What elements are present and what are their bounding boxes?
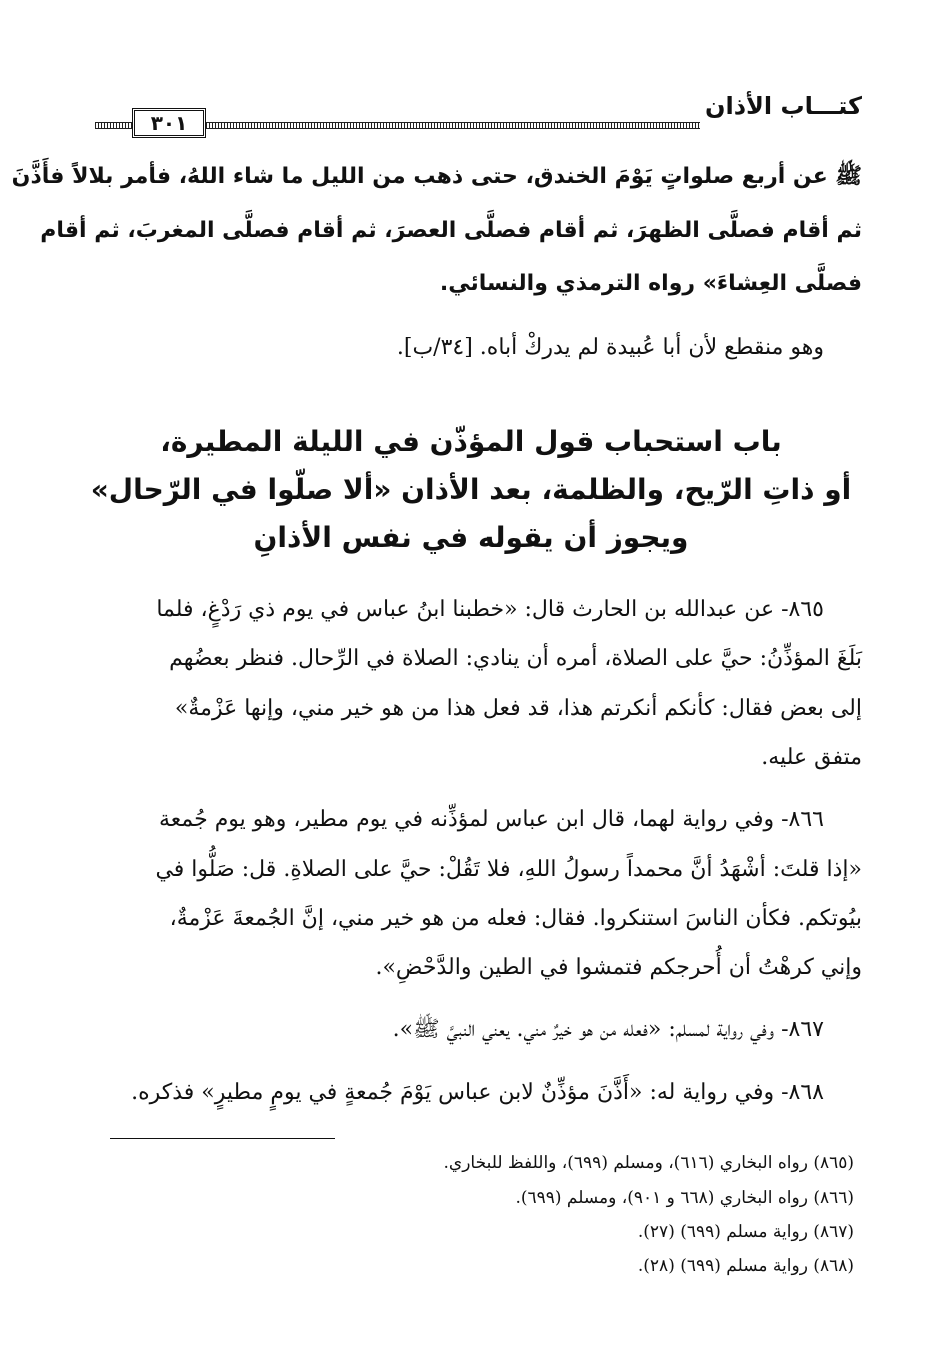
page-number: ٣٠١	[132, 108, 206, 138]
footnote-866: (٨٦٦) رواه البخاري (٦٦٨ و ٩٠١)، ومسلم (٦٩٩).	[515, 1188, 854, 1208]
hadith-865-line-2: بَلَغَ المؤذِّنُ: حيَّ على الصلاة، أمره أن ينادي: الصلاة في الرِّحال. فنظر بعضُهم	[169, 646, 862, 671]
hadith-866-line-4: وإني كرهْتُ أن أُحرجكم فتمشوا في الطين والدَّحْضِ».	[375, 955, 862, 980]
hadith-865-line-3: إلى بعض فقال: كأنكم أنكرتم هذا، قد فعل هذا من هو خير مني، وإنها عَزْمةٌ»	[174, 696, 862, 721]
footnote-867: (٨٦٧) رواية مسلم (٦٩٩) (٢٧).	[637, 1222, 854, 1242]
hadith-865-line-4: متفق عليه.	[761, 745, 862, 770]
hadith-866-line-1: ٨٦٦- وفي رواية لهما، قال ابن عباس لمؤذِّنه في يوم مطير، وهو يوم جُمعة	[158, 807, 824, 832]
chapter-heading-line-2: أو ذاتِ الرّيح، والظلمة، بعد الأذان «ألا صلّوا في الرّحال»	[90, 473, 852, 506]
footnote-separator	[110, 1138, 335, 1139]
chapter-heading-line-3: ويجوز أن يقوله في نفس الأذانِ	[253, 521, 689, 554]
hadith-867: ٨٦٧- وفي رواية لمسلم: «فعله من هو خيرٌ مني. يعني النبيَّ ﷺ».	[392, 1017, 824, 1042]
chapter-heading	[0, 418, 942, 562]
continuation-line-3: فصلَّى العِشاءَ» رواه الترمذي والنسائي.	[439, 271, 862, 296]
chain-remark: وهو منقطع لأن أبا عُبيدة لم يدركْ أباه. [٣٤/ب].	[396, 335, 824, 360]
hadith-866-line-3: بيُوتكم. فكأن الناسَ استنكروا. فقال: فعله من هو خير مني، إنَّ الجُمعةَ عَزْمةٌ،	[169, 906, 862, 931]
chapter-heading-line-1: باب استحباب قول المؤذّن في الليلة المطيرة،	[160, 425, 782, 458]
hadith-868: ٨٦٨- وفي رواية له: «أَذَّنَ مؤذِّنٌ لابن عباس يَوْمَ جُمعةٍ في يومٍ مطيرٍ» فذكره.	[131, 1080, 824, 1105]
continuation-line-2: ثم أقام فصلَّى الظهرَ، ثم أقام فصلَّى العصرَ، ثم أقام فصلَّى المغربَ، ثم أقام	[40, 218, 862, 243]
hadith-865-line-1: ٨٦٥- عن عبدالله بن الحارث قال: «خطبنا ابنُ عباس في يوم ذي رَدْغٍ، فلما	[156, 597, 824, 622]
footnote-868: (٨٦٨) رواية مسلم (٦٩٩) (٢٨).	[637, 1256, 854, 1276]
running-header-title: كتـــاب الأذان	[705, 92, 862, 120]
continuation-line-1: ﷺ عن أربع صلواتٍ يَوْمَ الخندق، حتى ذهب من الليل ما شاء اللهُ، فأمر بلالاً فأَذَّنَ	[11, 164, 862, 189]
hadith-866-line-2: «إذا قلتَ: أشْهَدُ أنَّ محمداً رسولُ اللهِ، فلا تَقُلْ: حيَّ على الصلاةِ. قل: صَلُّوا في	[155, 857, 862, 882]
footnote-865: (٨٦٥) رواه البخاري (٦١٦)، ومسلم (٦٩٩)، واللفظ للبخاري.	[443, 1153, 854, 1173]
